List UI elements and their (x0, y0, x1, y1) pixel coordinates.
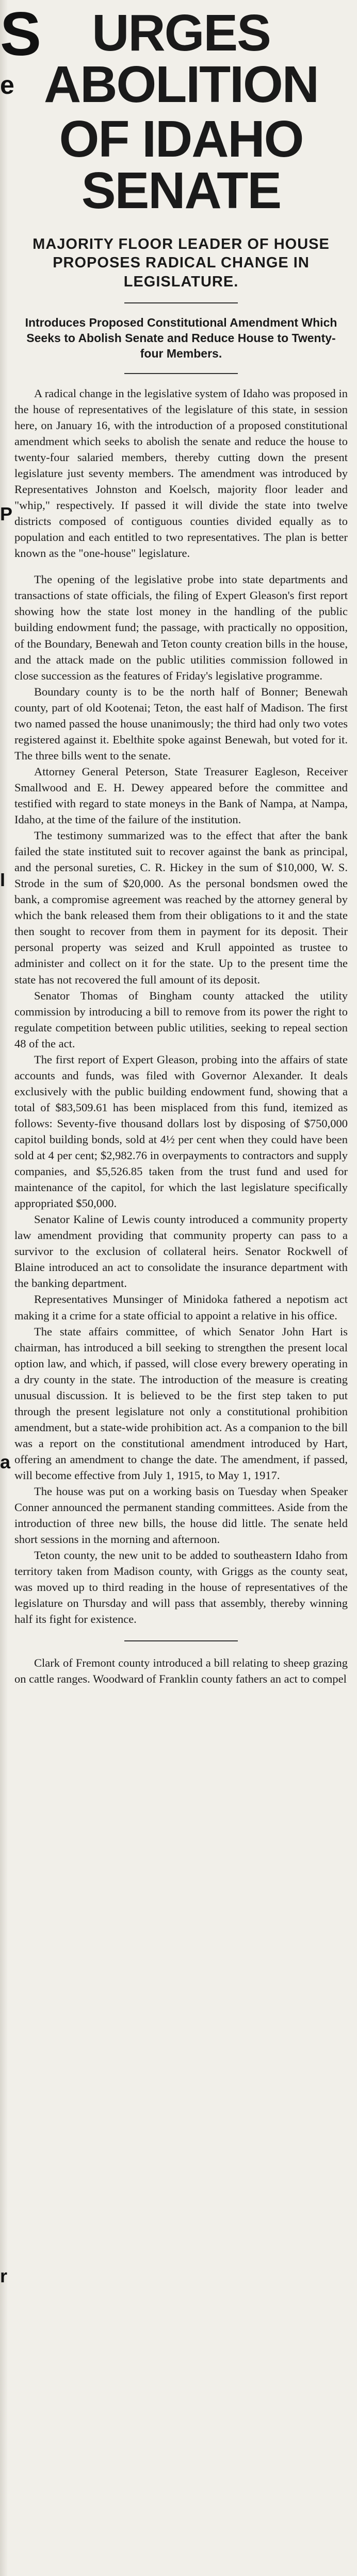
article-paragraph: Senator Thomas of Bingham county attacked the utility commission by introducing a bill to remove from its power the right to regulate competition between public utilities, seeking to repeal section 48 of the act. (14, 989, 348, 1050)
article-paragraph: Senator Kaline of Lewis county introduced a community property law amendment providing that community property can pass to a survivor to the exclusion of collateral heirs. Senator Rockwell of Blaine introduced an act to consolidate the insurance department with the banking department. (14, 1213, 348, 1290)
article-paragraph: A radical change in the legislative system of Idaho was proposed in the house of representatives of the legislature of this state, in session here, on January 16, with the introduction of a proposed constitutional amendment which seeks to abolish the senate and reduce the house to twenty-four salaried members, thereby cutting down the present legislature just seventy members. The amendment was introduced by Representatives Johnston and Koelsch, majority floor leader and "whip," respectively. If passed it will divide the state into twelve districts composed of contiguous counties divided equally as to population and each entitled to two representatives. The plan is better known as the "one-house" legislature. (14, 386, 348, 560)
edge-fragment-word: a (0, 1451, 11, 1472)
article-paragraph: The state affairs committee, of which Senator John Hart is chairman, has introduced a bill seeking to strengthen the present local option law, and which, if passed, will close every brewery operating in a dry county in the state. The introduction of the measure is creating unusual discussion. It is believed to be the first step taken to put through the present legislature not only a constitutional prohibition amendment, but a state-wide prohibition act. As a companion to the bill was a report on the constitutional amendment introduced by Hart, offering an amendment to change the date. The amendment, if passed, will become effective from July 1, 1915, to May 1, 1917. (14, 1325, 348, 1482)
separator-rule (124, 1640, 238, 1641)
edge-fragment-second: e (0, 71, 14, 99)
article-paragraph: The first report of Expert Gleason, probing into the affairs of state accounts and funds, was filed with Governor Alexander. It deals exclusively with the public building endowment fund, showing that a total of $83,509.61 has been misplaced from this fund, itemized as follows: Seventy-five thousand dollars lost by disposing of $750,000 capitol building bonds, sold at 4½ per cent when they could have been sold at 4 per cent; $2,982.76 in overpayments to contractors and supply companies, and $5,526.85 taken from the trust fund and used for maintenance of the capitol, for which the last legislature specifically appropriated $50,000. (14, 1053, 348, 1210)
edge-fragment-word: r (0, 2265, 8, 2286)
article-paragraph: The house was put on a working basis on Tuesday when Speaker Conner announced the permanent standing committees. Aside from the introduction of three new bills, the house did little. The senate held short sessions in the morning and afternoon. (14, 1485, 348, 1546)
headline-line-2: OF IDAHO SENATE (59, 110, 303, 219)
article-body (14, 385, 348, 1687)
article-paragraph: Attorney General Peterson, State Treasurer Eagleson, Receiver Smallwood and E. H. Dewey appeared before the committee and testified with regard to state moneys in the Bank of Nampa, at Nampa, Idaho, at the time of the failure of the institution. (14, 765, 348, 826)
article-paragraph: The opening of the legislative probe into state departments and transactions of state officials, the filing of Expert Gleason's first report showing how the state lost money in the handling of the public building endowment fund; the passage, with practically no opposition, of the Boundary, Benewah and Teton county creation bills in the house, and the attack made on the public utilities commission followed in close succession as the features of Friday's legislative programme. (14, 573, 348, 682)
deck-headline: MAJORITY FLOOR LEADER OF HOUSE PROPOSES RADICAL CHANGE IN LEGISLATURE. (33, 236, 330, 290)
edge-fragment-top: S (0, 0, 42, 69)
headline-line-1: URGES ABOLITION (44, 4, 318, 113)
article-paragraph: Teton county, the new unit to be added to southeastern Idaho from territory taken from Madison county, with Griggs as the county seat, was moved up to third reading in the house of representatives of the legislature on Thursday and will pass that assembly, thereby winning half its fight for existence. (14, 1549, 348, 1626)
edge-fragment-word: I (0, 869, 6, 890)
article-paragraph: Boundary county is to be the north half of Bonner; Benewah county, part of old Kootenai; Teton, the east half of Madison. The first two named passed the house unanimously; the third had only two votes registered against it. Ebelthite spoke against Benewah, but voted for it. The three bills went to the senate. (14, 685, 348, 762)
article-paragraph: Representatives Munsinger of Minidoka fathered a nepotism act making it a crime for a state official to appoint a relative in his office. (14, 1293, 348, 1322)
separator-rule (124, 373, 238, 374)
adjacent-column-edge (0, 0, 42, 2576)
edge-fragment-word: P (0, 503, 13, 524)
article-paragraph: The testimony summarized was to the effect that after the bank failed the state instituted suit to recover against the bank as principal, and the personal sureties, C. R. Hickey in the sum of $10,000, W. S. Strode in the sum of $20,000. As the personal bondsmen owed the bank, a compromise agreement was reached by the attorney general by which the bank released them from their obligations to it and the state then sought to recover from them in payment for its deposit. Their personal property was seized and Krull appointed as trustee to administer and collect on it for the state. Up to the present time the state has not recovered the full amount of its deposit. (14, 829, 348, 986)
subdeck-headline: Introduces Proposed Constitutional Amendment Which Seeks to Abolish Senate and Reduce House to Twenty-four Members. (25, 315, 337, 361)
separator-rule (124, 302, 238, 303)
article-paragraph: Clark of Fremont county introduced a bill relating to sheep grazing on cattle ranges. Woodward of Franklin county fathers an act to compel (14, 1656, 348, 1686)
